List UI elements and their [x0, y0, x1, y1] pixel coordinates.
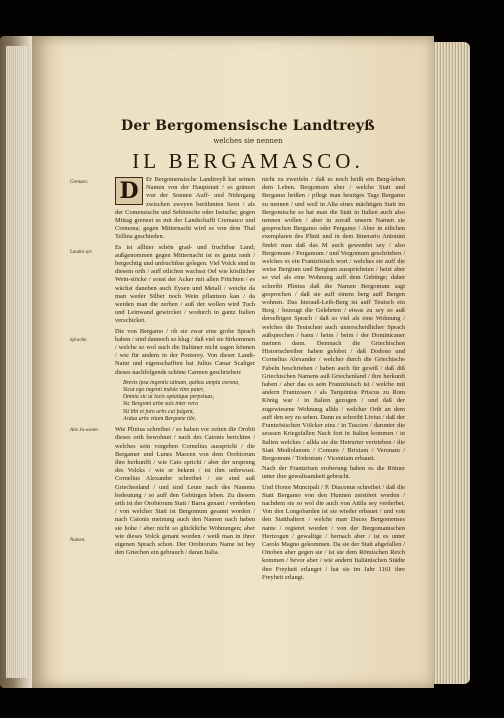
left-text-column	[115, 176, 255, 606]
paragraph	[115, 176, 255, 242]
margin-note-grenzen: Grenzen.	[70, 180, 89, 185]
verse-line: Ardua urbs vitam Bergome tibi.	[123, 415, 197, 422]
left-page-edges	[6, 46, 28, 678]
right-text-column	[262, 176, 405, 606]
verse-line: Sic Bergomi urbe suis inter vera	[123, 401, 198, 408]
fraktur-title: Der Bergomensische Landtreyß	[120, 118, 375, 134]
paragraph: Nach der Frantzösen eroberung haben es die Römer unter ihre gewaltsamkeit gebracht.	[262, 465, 405, 481]
margin-note-sprache: Sprache.	[70, 338, 88, 343]
margin-note-namen: Namen.	[70, 538, 86, 543]
drop-cap: D	[115, 177, 143, 205]
main-title: IL BERGAMASCO.	[132, 149, 364, 173]
verse-line: Sicut ego ingenii indole vino pater,	[123, 387, 204, 394]
verse-line: Sit tibi et foro urbs cui fulgent,	[123, 408, 195, 415]
open-book	[0, 36, 470, 688]
verse-line: Brevis ipsa ingeniis utinam, quibus ampla corona,	[123, 379, 240, 386]
paragraph: Und Honor Muncipali / P. Diaconus schreibet / daß die Statt Bergamo von den Hunnen zerstöret worden / nachdem sie so wol die auch von Attila sey verderbet. Von den Longobarden ist sie wieder erbauet / und von den Statthaltern / welche man Duces Bergomenses nante / regieret worden / von der Bergomanischen Hertzogen / gewaltige / hernach aber / ist es unter Carolo Magno gekommen. Da sie der Statt abgefallen / Ottoben aber gegen sie / ist sie dem Römischen Reich kommen / bevor aber / wie andern Italiänischen Städte ihre Freyheit erlanget / hat sie im Jahr 1161 ihre Freyheit erlangt.	[262, 483, 405, 581]
right-page-edges	[430, 42, 470, 684]
verse-line: Omnia sic ut locis optatique perpetuas,	[123, 394, 215, 401]
paragraph-text: Er Bergomensische Landtreyß hat seinen Namen von der Hauptstatt / es gränzet von der Sonnen Auff- und Nidergang zwischen zweyen berühmten Seen / als der Comensische und Sebinische oder Iseische; gegen Mittag grenzet es mit der Landschafft Cremasco und Cremona; gegen Mitternacht wird es von dem Thal Tellina geschieden.	[115, 176, 255, 241]
margin-note-alte-einwohner: Alte Ju-woner.	[70, 428, 99, 433]
paragraph: nicht zu zweifeln / daß es noch heißt ein Berg-leben dem Leben. Bergomum aber / welche Statt und Bergamo heißen / pflegt man heutiges Tags Bergamo zu nennen / und weil in Alta eines mächtigen Statt im Bergomische so hat man die Statt in Italien auch also nennen wollen / aber in zuvall unsern Namen sie gesprochen Bergamo oder Pergamo / Aber in etlichen exemplaren des Plinii und in dem Itinerario Antonini findet man daß das M auch gewendet sey / also Bergomum / Pergamum / und Vergomum geschrieben / welches es ein Frantzösisch wort / welches sie auff die weise Bergium und Bergium ausspricheten / heist aber so viel als eine Wohnung auff dem Gebürge; daher schreibt Plinius daß die Namen Bergomum sagt gesprochen / daß sie auff einem berg auff Bergen wohnen. Das hierauß-Leib-Berg ist auff Teutsch ein Berg / bezeugt die Gelehrten / etwas zu sey so auß derselbigen Sprach / daß so viel als eine Wohnung / welches die Teutschen auch unterscheidlicher Sprach außsprechen / bann / heim / beim / der Dominicaner meinen dann. Demnach die Griechischen Historischreiber haben gelobet / daß Dodono und Cornelius Alexander / welcher durch die Griechische Fabeln beschrieben / haben auch für gewiß / daß diß Griechischen Namens auß Griechenland / ihre herkunft haben / aber das es sein Frantzösisch ist / welche mit andern Frantzosen / als Tarquinius Priscus zu Rom König war / in Italien gezogen / und daß der zugewiesene Wohnung allda / welcher Orth an dem auff den sey zu sehen. Dann es schreibt Livius / daß der Frantzösischen Völcker eins / in Tuscien / darunter die sesssen Kriegsfallen Nach fort in Italien kommen / in Italien welches / allda sie die Hetrurier vertrieben / die Statt Mediolanum / Comum / Brixiam / Veronam / Bergomum / Tridentum / Vicentiam erbauet.	[262, 176, 405, 462]
paragraph: Die von Bergamo / ob sie zwar eine grobe Sprach haben / sind dannoch so klug / daß viel sie fürkommen / welche so wol auch die Italiäner nicht sagen können / wie für andern in der Poeterey. Von dieser Landt-Natur und eigenschafften hat Julius Cæsar Scaliger dieses nachfolgende schöne Carmen geschrieben:	[115, 327, 255, 376]
page-content	[68, 36, 428, 688]
paragraph: Wie Plinius schreibet / so haben vor zeiten die Orobii dieses orth bewohnet / nach des Catonis berichten / welches sein vorgeben Cornelius ausspricht / die Bergamer und Lunes Mascen von dem Orobiorum ihre herkunfft / wie Cato spricht / aber der ursprung des Volcks / wie er bekent / ist ihm unbewust. Cornelius Alexander schreibet / sie sind auß Griechenland / und sind Leute nach des Namens bedeutung / so auff den Gebürgen leben. Zu diesem erth ist der Orobiorum Statt / Barra genant / verderben / von welcher Statt ist Bergomum gesamt worden / nach Catonis meinung auch den Namen nach haben sie hohe / aber nicht so glückliche Wohnungen; aber wie dieses Volck genant worden / weiß man in ihrer eigenen Sprach schon. Der Orobiorum Name ist bey den Griechen ein gebrauch / daran Italia.	[115, 426, 255, 557]
book-page	[32, 36, 434, 688]
latin-verse	[123, 380, 255, 423]
paragraph: Es ist allhier schön grad- und fruchtbar Land; außgenommen gegen Mitternacht ist es gantz rauh / bergechtig und unfruchtbar gelegen. Viel Volck sind in diesem orth / auff etlichen wachsst Oel wie köstlicher Wein-stöcke / sonst der Acker mit allen Früchten / es wächst daneben auch Eysen und Metall / weiche da man weder Silber noch Wein pflantzen kan / da werden man die zerben / auß der wollen wird Tuch und Leinwand gewircket / wodurch in gantz Italien verschicket.	[115, 243, 255, 325]
margin-note-landes-art: Landes art.	[70, 250, 93, 255]
subtitle: welches sie nennen	[213, 137, 283, 145]
